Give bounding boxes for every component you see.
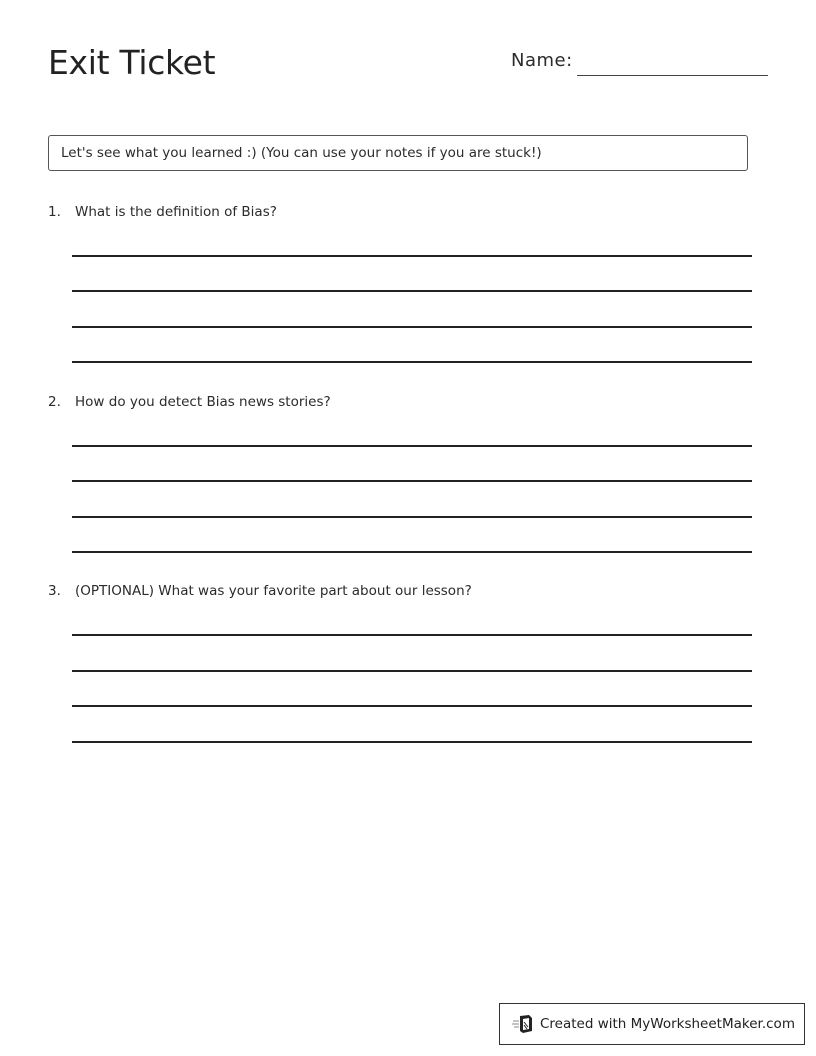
question-text: How do you detect Bias news stories? — [75, 394, 331, 410]
name-field-label — [511, 52, 573, 70]
question-text: What is the definition of Bias? — [75, 204, 277, 220]
question-number: 2. — [48, 394, 61, 410]
name-input-line[interactable] — [577, 75, 768, 76]
footer-text: Created with MyWorksheetMaker.com — [540, 1016, 795, 1032]
answer-line[interactable] — [72, 741, 752, 743]
name-label: Name: — [511, 50, 573, 71]
question-text: (OPTIONAL) What was your favorite part about our lesson? — [75, 583, 472, 599]
instructions-box — [48, 135, 748, 171]
answer-line[interactable] — [72, 551, 752, 553]
answer-line[interactable] — [72, 634, 752, 636]
answer-line[interactable] — [72, 445, 752, 447]
question-number: 3. — [48, 583, 61, 599]
answer-line[interactable] — [72, 255, 752, 257]
answer-line[interactable] — [72, 480, 752, 482]
answer-line[interactable] — [72, 516, 752, 518]
instructions-text: Let's see what you learned :) (You can use your notes if you are stuck!) — [61, 145, 542, 161]
answer-line[interactable] — [72, 326, 752, 328]
question-number: 1. — [48, 204, 61, 220]
answer-line[interactable] — [72, 670, 752, 672]
page-title: Exit Ticket — [48, 43, 216, 82]
worksheet-logo-icon — [512, 1014, 534, 1034]
answer-line[interactable] — [72, 290, 752, 292]
answer-line[interactable] — [72, 361, 752, 363]
footer-credit[interactable] — [499, 1003, 805, 1045]
answer-line[interactable] — [72, 705, 752, 707]
